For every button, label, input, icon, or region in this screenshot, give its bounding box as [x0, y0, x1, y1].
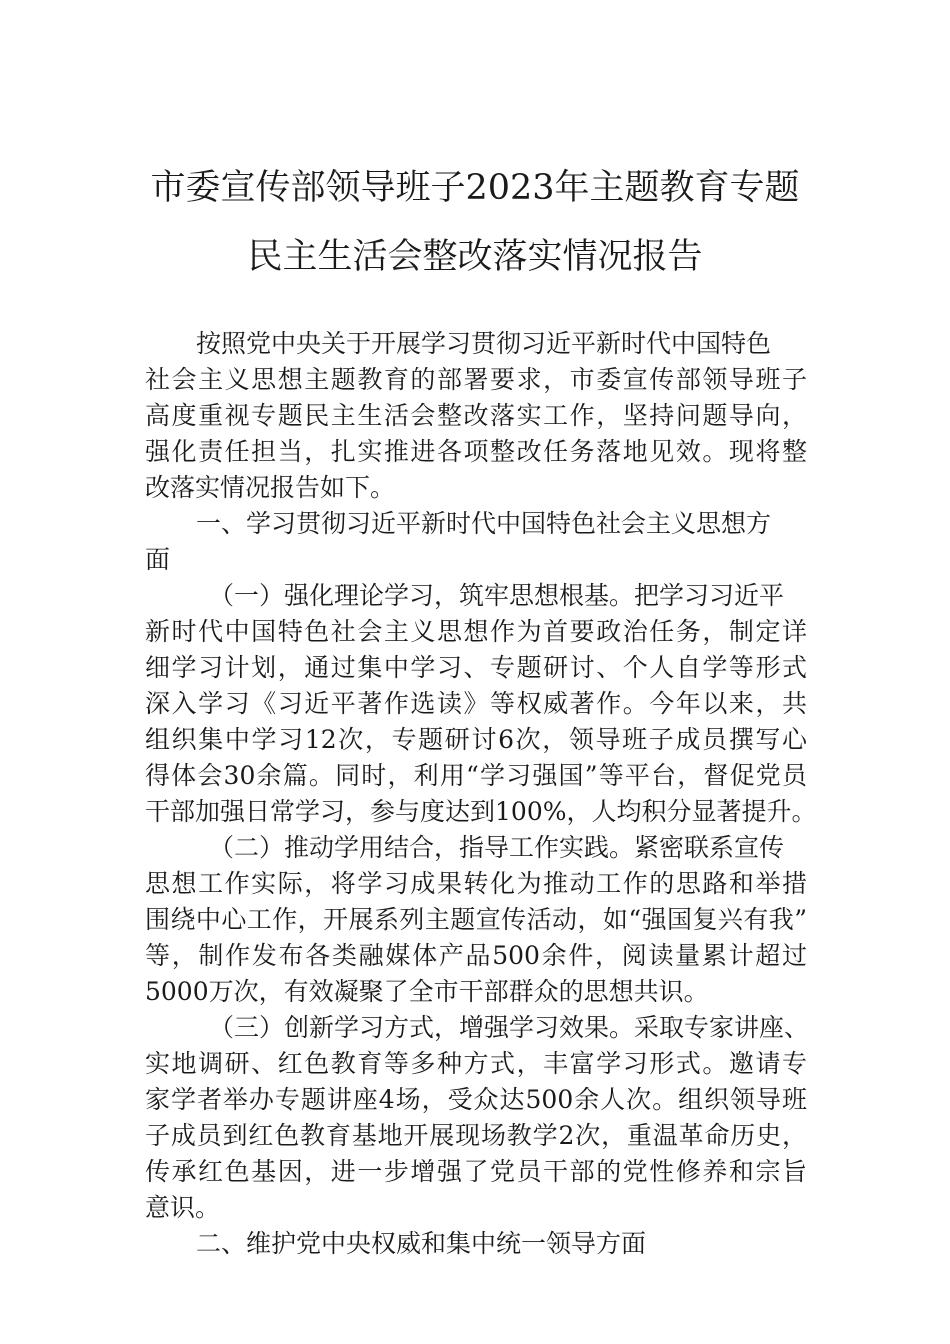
subsection-1-line: 深入学习《习近平著作选读》等权威著作。今年以来，共 [145, 689, 807, 718]
subsection-2-line: （二）推动学用结合，指导工作实践。紧密联系宣传 [209, 833, 785, 862]
subsection-3-line: 传承红色基因，进一步增强了党员干部的党性修养和宗旨 [145, 1157, 807, 1186]
paragraph-intro-line: 改落实情况报告如下。 [145, 473, 396, 502]
subsection-3-line: 子成员到红色教育基地开展现场教学2次，重温革命历史， [145, 1121, 807, 1150]
subsection-3-line: 意识。 [145, 1193, 221, 1222]
subsection-1-line: 干部加强日常学习，参与度达到100%，人均积分显著提升。 [145, 797, 817, 826]
document-body [145, 326, 817, 1262]
subsection-1-line: （一）强化理论学习，筑牢思想根基。把学习习近平 [209, 581, 785, 610]
paragraph-intro-line: 社会主义思想主题教育的部署要求，市委宣传部领导班子 [145, 365, 807, 394]
subsection-1-line: 组织集中学习12次，专题研讨6次，领导班子成员撰写心 [145, 725, 807, 754]
subsection-3-line: 实地调研、红色教育等多种方式，丰富学习形式。邀请专 [145, 1049, 807, 1078]
paragraph-intro-line: 强化责任担当，扎实推进各项整改任务落地见效。现将整 [145, 437, 807, 466]
section-heading-1-cont: 面 [145, 545, 171, 574]
document-title-line-2: 民主生活会整改落实情况报告 [247, 237, 703, 277]
section-heading-1: 一、学习贯彻习近平新时代中国特色社会主义思想方 [196, 509, 772, 538]
paragraph-intro-line: 高度重视专题民主生活会整改落实工作，坚持问题导向， [145, 401, 807, 430]
subsection-1-line: 得体会30余篇。同时，利用“学习强国”等平台，督促党员 [145, 761, 807, 790]
paragraph-intro-line: 按照党中央关于开展学习贯彻习近平新时代中国特色 [196, 329, 772, 358]
subsection-3-line: 家学者举办专题讲座4场，受众达500余人次。组织领导班 [145, 1085, 807, 1114]
subsection-2-line: 等，制作发布各类融媒体产品500余件，阅读量累计超过 [145, 941, 807, 970]
subsection-2-line: 思想工作实际，将学习成果转化为推动工作的思路和举措 [145, 869, 807, 898]
subsection-3-line: （三）创新学习方式，增强学习效果。采取专家讲座、 [209, 1013, 810, 1042]
subsection-2-line: 5000万次，有效凝聚了全市干部群众的思想共识。 [145, 977, 709, 1006]
subsection-1-line: 细学习计划，通过集中学习、专题研讨、个人自学等形式 [145, 653, 807, 682]
subsection-1-line: 新时代中国特色社会主义思想作为首要政治任务，制定详 [145, 617, 807, 646]
section-heading-2: 二、维护党中央权威和集中统一领导方面 [196, 1229, 647, 1258]
document-title-line-1: 市委宣传部领导班子2023年主题教育专题 [150, 168, 800, 208]
subsection-2-line: 围绕中心工作，开展系列主题宣传活动，如“强国复兴有我” [145, 905, 807, 934]
